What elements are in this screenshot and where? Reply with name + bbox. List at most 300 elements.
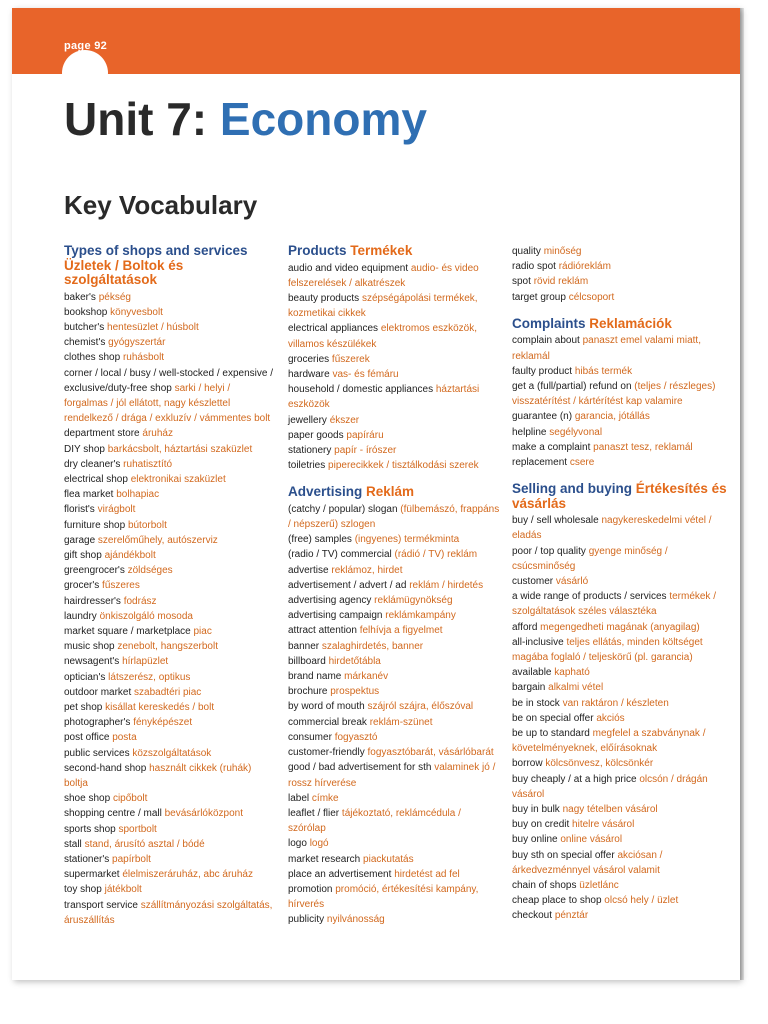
hungarian-translation: fényképészet <box>133 717 193 729</box>
hungarian-translation: csere <box>569 456 595 468</box>
hungarian-translation: gyógyszertár <box>108 337 166 349</box>
english-term: available <box>512 667 552 679</box>
english-term: advertisement / advert / ad <box>288 579 407 591</box>
vocab-column-3 <box>512 244 730 936</box>
section-heading-english: Complaints <box>512 315 586 331</box>
hungarian-translation: posta <box>112 732 137 744</box>
vocab-entry <box>64 852 274 867</box>
english-term: stationer's <box>64 854 110 866</box>
english-term: cheap place to shop <box>512 895 602 907</box>
section-heading <box>288 244 500 259</box>
english-term: poor / top quality <box>512 545 586 557</box>
hungarian-translation: hirdetést ad fel <box>394 868 460 880</box>
section-heading-english: Selling and buying <box>512 481 633 497</box>
hungarian-translation: ruhásbolt <box>122 352 165 364</box>
section-heading <box>64 244 274 288</box>
hungarian-translation: kölcsönvesz, kölcsönkér <box>545 758 654 770</box>
vocab-entry <box>64 335 274 350</box>
english-term: market square / marketplace <box>64 625 191 637</box>
hungarian-translation: szerelőműhely, autószerviz <box>97 534 218 546</box>
english-term: be in stock <box>512 697 560 709</box>
hungarian-translation: akciósan / árkedvezménnyel vásárol valamit <box>512 849 663 876</box>
english-term: promotion <box>288 883 333 895</box>
vocab-entry <box>288 791 500 806</box>
hungarian-translation: zöldséges <box>127 565 173 577</box>
hungarian-translation: hírlapüzlet <box>122 656 169 668</box>
vocab-entry <box>64 442 274 457</box>
english-term: audio and video equipment <box>288 262 409 274</box>
hungarian-translation: stand, árusító asztal / bódé <box>84 838 205 850</box>
english-term: logo <box>288 838 307 850</box>
hungarian-translation: szállítmányozási szolgáltatás, áruszállítás <box>64 899 273 926</box>
english-term: replacement <box>512 456 568 468</box>
hungarian-translation: szájról szájra, élőszóval <box>367 701 474 713</box>
vocab-entry <box>288 578 500 593</box>
english-term: afford <box>512 621 538 633</box>
vocab-entry <box>512 409 730 424</box>
english-term: checkout <box>512 910 553 922</box>
section-heading-english: Advertising <box>288 484 363 500</box>
hungarian-translation: barkácsbolt, háztartási szaküzlet <box>107 443 253 455</box>
vocab-entry <box>512 908 730 923</box>
vocab-entry <box>64 730 274 745</box>
textbook-page <box>12 8 740 980</box>
hungarian-translation: (teljes / részleges) visszatérítést / kártérítést kap valamire <box>512 380 716 408</box>
english-term: transport service <box>64 899 138 911</box>
vocab-entry <box>512 274 730 289</box>
vocab-entry <box>288 623 500 638</box>
hungarian-translation: reklámügynökség <box>374 595 453 607</box>
vocab-entry <box>288 730 500 745</box>
english-term: electrical shop <box>64 473 128 485</box>
vocab-entry <box>288 715 500 730</box>
vocab-entry <box>512 665 730 680</box>
english-term: butcher's <box>64 321 105 333</box>
vocab-entry <box>64 639 274 654</box>
vocab-entry <box>288 352 500 367</box>
hungarian-translation: akciós <box>596 712 625 724</box>
hungarian-translation: (rádió / TV) reklám <box>394 549 478 561</box>
english-term: complain about <box>512 335 580 347</box>
english-term: quality <box>512 246 541 257</box>
hungarian-translation: sarki / helyi / forgalmas / jól ellátott, nagy készlettel rendelkező / drága / exkluzív / vámmentes bolt <box>64 382 271 425</box>
vocab-entry <box>64 700 274 715</box>
vocab-entry <box>64 320 274 335</box>
english-term: chemist's <box>64 337 106 349</box>
vocab-entry <box>64 624 274 639</box>
vocab-entry <box>288 867 500 882</box>
vocab-section <box>64 244 274 928</box>
hungarian-translation: nagy tételben vásárol <box>562 804 658 815</box>
vocab-entry <box>64 502 274 517</box>
vocab-entry <box>64 487 274 502</box>
hungarian-translation: szépségápolási termékek, kozmetikai cikkek <box>288 292 478 320</box>
english-term: stationery <box>288 444 332 456</box>
hungarian-translation: rádióreklám <box>558 261 611 273</box>
section-heading-hungarian: Értékesítés és vásárlás <box>512 481 727 511</box>
vocab-entry <box>288 684 500 699</box>
hungarian-translation: olcsó hely / üzlet <box>604 895 679 907</box>
vocab-entry <box>64 761 274 791</box>
english-term: place an advertisement <box>288 868 392 880</box>
key-vocabulary-heading: Key Vocabulary <box>64 190 258 220</box>
vocab-section <box>288 485 500 927</box>
hungarian-translation: gyenge minőség / csúcsminőség <box>512 545 668 572</box>
section-heading-english: Products <box>288 243 347 258</box>
vocab-entry <box>64 290 274 305</box>
vocab-entry <box>64 822 274 837</box>
vocab-entry <box>64 898 274 928</box>
vocab-entry <box>512 832 730 847</box>
english-term: bargain <box>512 682 546 694</box>
english-term: buy cheaply / at a high price <box>512 773 637 785</box>
hungarian-translation: reklám / hirdetés <box>409 579 484 591</box>
hungarian-translation: fodrász <box>123 595 157 607</box>
vocab-section <box>288 244 500 473</box>
hungarian-translation: háztartási eszközök <box>288 384 480 411</box>
hungarian-translation: ajándékbolt <box>104 549 156 561</box>
hungarian-translation: megengedheti magának (anyagilag) <box>540 621 700 633</box>
section-heading <box>512 482 730 511</box>
english-term: electrical appliances <box>288 323 379 335</box>
english-term: buy online <box>512 834 558 846</box>
hungarian-translation: fogyasztóbarát, vásárlóbarát <box>367 747 494 759</box>
hungarian-translation: rövid reklám <box>533 276 589 288</box>
english-term: bookshop <box>64 306 108 318</box>
hungarian-translation: nagykereskedelmi vétel / eladás <box>512 515 712 542</box>
vocab-entry <box>512 696 730 711</box>
hungarian-translation: (ingyenes) termékminta <box>354 534 460 546</box>
vocab-entry <box>64 609 274 624</box>
english-term: newsagent's <box>64 656 120 668</box>
hungarian-translation: fűszerek <box>331 353 370 365</box>
hungarian-translation: vas- és fémáru <box>332 368 399 380</box>
unit-topic: Economy <box>219 93 427 145</box>
hungarian-translation: segélyvonal <box>549 426 603 438</box>
hungarian-translation: prospektus <box>330 686 380 698</box>
vocab-entry <box>288 321 500 351</box>
hungarian-translation: használt cikkek (ruhák) boltja <box>64 762 252 789</box>
hungarian-translation: teljes ellátás, minden költséget magába foglaló / teljeskörű (pl. garancia) <box>512 636 703 663</box>
vocab-entry <box>288 912 500 927</box>
vocab-entry <box>512 711 730 726</box>
hungarian-translation: reklámkampány <box>385 610 456 622</box>
vocab-entry <box>512 635 730 665</box>
english-term: guarantee (n) <box>512 411 573 423</box>
vocab-entry <box>288 699 500 714</box>
vocab-entry <box>64 578 274 593</box>
vocab-entry <box>288 760 500 790</box>
hungarian-translation: cipőbolt <box>112 793 148 805</box>
hungarian-translation: garancia, jótállás <box>574 411 650 423</box>
english-term: corner / local / busy / well-stocked / expensive / exclusive/duty-free shop <box>64 367 273 394</box>
english-term: laundry <box>64 610 97 622</box>
vocab-entry <box>64 533 274 548</box>
english-term: supermarket <box>64 869 120 881</box>
vocab-entry <box>512 425 730 440</box>
hungarian-translation: online vásárol <box>560 834 623 846</box>
vocab-entry <box>288 639 500 654</box>
english-term: (free) samples <box>288 534 352 546</box>
hungarian-translation: reklám-szünet <box>369 716 433 728</box>
vocab-entry <box>288 882 500 912</box>
vocab-entry <box>288 806 500 836</box>
vocab-entry <box>64 867 274 882</box>
section-heading <box>512 317 730 332</box>
english-term: be on special offer <box>512 712 594 724</box>
vocab-entry <box>64 791 274 806</box>
english-term: leaflet / flier <box>288 807 340 819</box>
english-term: baker's <box>64 291 96 303</box>
english-term: groceries <box>288 353 330 365</box>
hungarian-translation: hentesüzlet / húsbolt <box>107 321 199 333</box>
hungarian-translation: minőség <box>543 246 582 257</box>
english-term: garage <box>64 534 96 546</box>
english-term: post office <box>64 732 110 744</box>
vocab-entry <box>288 458 500 473</box>
english-term: beauty products <box>288 292 360 304</box>
english-term: market research <box>288 853 361 865</box>
vocab-entry <box>512 574 730 589</box>
hungarian-translation: felhívja a figyelmet <box>359 625 443 637</box>
hungarian-translation: üzletlánc <box>579 880 619 892</box>
hungarian-translation: hibás termék <box>574 365 633 377</box>
english-term: buy / sell wholesale <box>512 515 599 527</box>
vocab-column-1 <box>64 244 274 940</box>
hungarian-translation: papíráru <box>346 429 384 441</box>
hungarian-translation: hirdetőtábla <box>328 655 381 667</box>
vocab-column-2 <box>288 244 500 940</box>
hungarian-translation: reklámoz, hirdet <box>331 564 403 576</box>
hungarian-translation: elektronikai szaküzlet <box>130 473 226 485</box>
vocab-entry <box>512 620 730 635</box>
hungarian-translation: nyilvánosság <box>326 914 385 926</box>
english-term: DIY shop <box>64 443 105 455</box>
hungarian-translation: közszolgáltatások <box>132 747 212 759</box>
vocab-entry <box>512 544 730 574</box>
hungarian-translation: fűszeres <box>102 580 140 592</box>
header-banner <box>12 8 740 74</box>
english-term: second-hand shop <box>64 762 147 774</box>
english-term: paper goods <box>288 429 344 441</box>
hungarian-translation: szalaghirdetés, banner <box>321 640 424 652</box>
vocab-entry <box>288 367 500 382</box>
vocab-entry <box>64 746 274 761</box>
hungarian-translation: panaszt emel valami miatt, reklamál <box>512 335 701 362</box>
vocab-entry <box>64 366 274 427</box>
vocab-entry <box>64 654 274 669</box>
vocab-entry <box>288 502 500 532</box>
english-term: brand name <box>288 671 342 683</box>
english-term: buy on credit <box>512 819 570 831</box>
hungarian-translation: valaminek jó / rossz hírverése <box>288 762 496 789</box>
english-term: make a complaint <box>512 441 591 453</box>
hungarian-translation: fogyasztó <box>334 731 378 743</box>
hungarian-translation: alkalmi vétel <box>548 682 604 694</box>
english-term: publicity <box>288 914 325 926</box>
english-term: toiletries <box>288 460 326 472</box>
vocab-entry <box>288 413 500 428</box>
english-term: shopping centre / mall <box>64 808 162 820</box>
english-term: helpline <box>512 426 547 438</box>
vocab-entry <box>288 608 500 623</box>
vocab-entry <box>64 806 274 821</box>
vocab-entry <box>288 547 500 562</box>
english-term: billboard <box>288 655 326 667</box>
hungarian-translation: pékség <box>98 291 131 303</box>
hungarian-translation: olcsón / drágán vásárol <box>512 773 708 800</box>
english-term: brochure <box>288 686 328 698</box>
english-term: good / bad advertisement for sth <box>288 762 432 774</box>
english-term: advertising campaign <box>288 610 383 622</box>
vocab-entry <box>512 817 730 832</box>
english-term: florist's <box>64 504 95 516</box>
english-term: customer-friendly <box>288 747 365 759</box>
vocab-entry <box>64 670 274 685</box>
page-edge <box>740 8 744 980</box>
vocab-entry <box>512 848 730 878</box>
vocab-entry <box>288 291 500 321</box>
hungarian-translation: papírbolt <box>112 854 151 866</box>
section-heading-hungarian: Üzletek / Boltok és szolgáltatások <box>64 257 184 287</box>
english-term: consumer <box>288 731 332 743</box>
english-term: music shop <box>64 641 115 653</box>
hungarian-translation: piperecikkek / tisztálkodási szerek <box>328 460 479 472</box>
vocab-entry <box>512 455 730 470</box>
vocab-entry <box>288 428 500 443</box>
hungarian-translation: áruház <box>142 428 173 440</box>
english-term: hairdresser's <box>64 595 121 607</box>
vocab-entry <box>64 518 274 533</box>
english-term: pet shop <box>64 701 103 713</box>
vocab-entry <box>512 756 730 771</box>
english-term: borrow <box>512 758 543 770</box>
english-term: stall <box>64 838 82 850</box>
section-heading-hungarian: Reklamációk <box>589 315 672 331</box>
page-number: page 92 <box>64 40 108 52</box>
hungarian-translation: elektromos eszközök, villamos készülékek <box>288 323 477 350</box>
english-term: department store <box>64 428 140 440</box>
hungarian-translation: szabadtéri piac <box>134 686 202 698</box>
hungarian-translation: ruhatisztító <box>123 458 173 470</box>
hungarian-translation: pénztár <box>554 910 589 922</box>
english-term: (catchy / popular) slogan <box>288 503 398 515</box>
vocab-entry <box>64 472 274 487</box>
vocab-entry <box>512 364 730 379</box>
vocab-entry <box>64 426 274 441</box>
english-term: greengrocer's <box>64 565 125 577</box>
hungarian-translation: élelmiszeráruház, abc áruház <box>122 869 253 881</box>
english-term: by word of mouth <box>288 701 365 713</box>
hungarian-translation: célcsoport <box>568 291 615 303</box>
hungarian-translation: megfelel a szabványnak / követelményeknek, előírásoknak <box>512 727 706 755</box>
hungarian-translation: panaszt tesz, reklamál <box>593 441 693 453</box>
vocab-entry <box>512 259 730 274</box>
hungarian-translation: zenebolt, hangszerbolt <box>117 641 218 653</box>
english-term: chain of shops <box>512 880 577 892</box>
vocab-entry <box>512 726 730 756</box>
hungarian-translation: logó <box>309 838 329 850</box>
vocab-entry <box>64 305 274 320</box>
hungarian-translation: tájékoztató, reklámcédula / szórólap <box>288 807 461 835</box>
english-term: optician's <box>64 671 106 683</box>
vocab-section <box>512 244 730 305</box>
vocab-entry <box>512 589 730 619</box>
hungarian-translation: virágbolt <box>97 504 136 516</box>
hungarian-translation: ékszer <box>329 414 360 426</box>
english-term: photographer's <box>64 717 131 729</box>
english-term: advertising agency <box>288 595 372 607</box>
english-term: customer <box>512 575 554 587</box>
english-term: buy in bulk <box>512 804 560 815</box>
vocab-entry <box>64 457 274 472</box>
english-term: dry cleaner's <box>64 458 121 470</box>
english-term: spot <box>512 276 531 288</box>
english-term: a wide range of products / services <box>512 591 667 603</box>
english-term: toy shop <box>64 884 102 896</box>
vocab-entry <box>288 563 500 578</box>
hungarian-translation: hitelre vásárol <box>572 819 635 831</box>
english-term: commercial break <box>288 716 367 728</box>
english-term: faulty product <box>512 365 573 377</box>
vocab-entry <box>288 593 500 608</box>
hungarian-translation: címke <box>311 792 339 804</box>
section-heading-english: Types of shops and services <box>64 243 248 258</box>
english-term: furniture shop <box>64 519 126 531</box>
vocab-entry <box>512 513 730 543</box>
english-term: flea market <box>64 489 114 501</box>
english-term: radio spot <box>512 261 556 273</box>
hungarian-translation: játékbolt <box>104 884 142 896</box>
hungarian-translation: márkanév <box>344 671 389 683</box>
hungarian-translation: promóció, értékesítési kampány, hírverés <box>288 883 479 911</box>
hungarian-translation: sportbolt <box>118 823 157 835</box>
english-term: all-inclusive <box>512 636 564 648</box>
vocab-entry <box>288 443 500 458</box>
vocab-entry <box>512 379 730 409</box>
vocab-entry <box>64 563 274 578</box>
hungarian-translation: kapható <box>554 667 590 679</box>
vocab-entry <box>64 594 274 609</box>
vocab-entry <box>288 382 500 412</box>
vocab-entry <box>288 654 500 669</box>
hungarian-translation: kisállat kereskedés / bolt <box>105 701 215 713</box>
english-term: be up to standard <box>512 727 590 739</box>
hungarian-translation: (fülbemászó, frappáns / népszerű) szlogen <box>288 503 500 531</box>
hungarian-translation: audio- és video felszerelések / alkatrészek <box>288 262 479 289</box>
vocab-entry <box>288 745 500 760</box>
vocab-section <box>512 482 730 923</box>
english-term: target group <box>512 291 566 303</box>
hungarian-translation: termékek / szolgáltatások széles választéka <box>512 591 716 618</box>
hungarian-translation: vásárló <box>555 575 589 587</box>
english-term: (radio / TV) commercial <box>288 549 392 561</box>
vocab-entry <box>64 715 274 730</box>
vocab-entry <box>512 772 730 802</box>
hungarian-translation: könyvesbolt <box>110 306 163 318</box>
english-term: jewellery <box>288 414 327 426</box>
vocab-entry <box>64 837 274 852</box>
vocab-entry <box>288 836 500 851</box>
vocab-entry <box>288 852 500 867</box>
unit-label: Unit 7: <box>64 93 208 145</box>
vocab-entry <box>512 878 730 893</box>
vocab-entry <box>512 333 730 363</box>
vocab-entry <box>512 802 730 817</box>
english-term: attract attention <box>288 625 357 637</box>
vocab-entry <box>288 669 500 684</box>
hungarian-translation: piac <box>193 625 212 637</box>
